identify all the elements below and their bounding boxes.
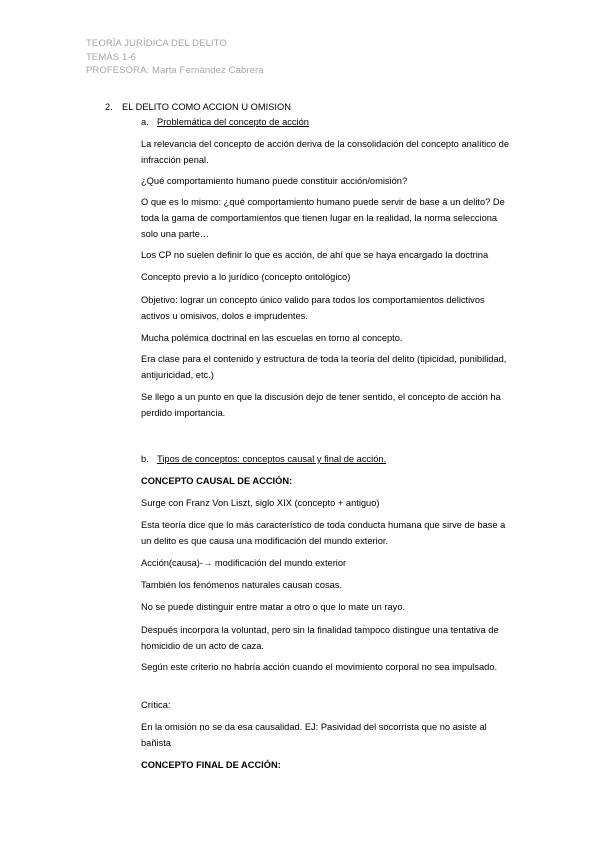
paragraph: Se llego a un punto en que la discusión dejo de tener sentido, el concepto de acción ha perdido importancia. (141, 392, 501, 418)
header-course-title: TEORÍA JURÍDICA DEL DELITO (86, 38, 227, 49)
header-topics: TEMAS 1-6 (86, 51, 136, 63)
paragraph: Surge con Franz Von Liszt, siglo XIX (concepto + antiguo) (141, 498, 380, 508)
paragraph: Crítica: (141, 700, 171, 710)
paragraph: Concepto previo a lo jurídico (concepto ontológico) (141, 272, 351, 282)
paragraph: No se puede distinguir entre matar a otro o que lo mate un rayo. (141, 602, 406, 612)
subsection-a-heading (141, 114, 309, 130)
paragraph: La relevancia del concepto de acción deriva de la consolidación del concepto analítico de infracción penal. (141, 139, 509, 165)
paragraph: Objetivo: lograr un concepto único valido para todos los comportamientos delictivos activos u omisivos, dolos e imprudentes. (141, 295, 485, 321)
paragraph: ¿Qué comportamiento humano puede constituir acción/omisión? (141, 176, 408, 186)
subsection-b-letter: b. (141, 454, 149, 464)
paragraph: Era clase para el contenido y estructura de toda la teoría del delito (tipicidad, punibilidad, antijuricidad, etc.) (141, 354, 507, 380)
subsection-b-heading (141, 451, 386, 467)
paragraph: Mucha polémica doctrinal en las escuelas en torno al concepto. (141, 333, 403, 343)
paragraph: En la omisión no se da esa causalidad. EJ: Pasividad del socorrista que no asiste al bañista (141, 722, 487, 748)
subsection-b-title: Tipos de conceptos: conceptos causal y final de acción. (157, 454, 387, 464)
header-professor: PROFESORA: Marta Fernández Cabrera (86, 65, 264, 76)
paragraph: Después incorpora la voluntad, pero sin la finalidad tampoco distingue una tentativa de homicidio de un acto de caza. (141, 625, 499, 651)
subsection-a-title: Problemática del concepto de acción (157, 117, 309, 127)
section-heading (105, 99, 291, 115)
section-number: 2. (105, 102, 113, 112)
paragraph: Los CP no suelen definir lo que es acción, de ahí que se haya encargado la doctrina (141, 250, 489, 260)
section-title: EL DELITO COMO ACCION U OMISION (122, 102, 291, 112)
paragraph: Según este criterio no habría acción cuando el movimiento corporal no sea impulsado. (141, 662, 498, 672)
paragraph: También los fenómenos naturales causan cosas. (141, 580, 343, 590)
subsection-a-letter: a. (141, 117, 149, 127)
causal-concept-heading: CONCEPTO CAUSAL DE ACCIÓN: (141, 476, 293, 486)
paragraph: Esta teoría dice que lo más característico de toda conducta humana que sirve de base a un delito es que causa una modificación del mundo exterior. (141, 520, 506, 546)
paragraph: Acción(causa)-→ modificación del mundo exterior (141, 558, 347, 568)
final-concept-heading: CONCEPTO FINAL DE ACCIÓN: (141, 760, 281, 770)
paragraph: O que es lo mismo: ¿qué comportamiento humano puede servir de base a un delito? De toda la gama de comportamientos que tienen lugar en la realidad, la norma selecciona solo una parte… (141, 197, 505, 239)
